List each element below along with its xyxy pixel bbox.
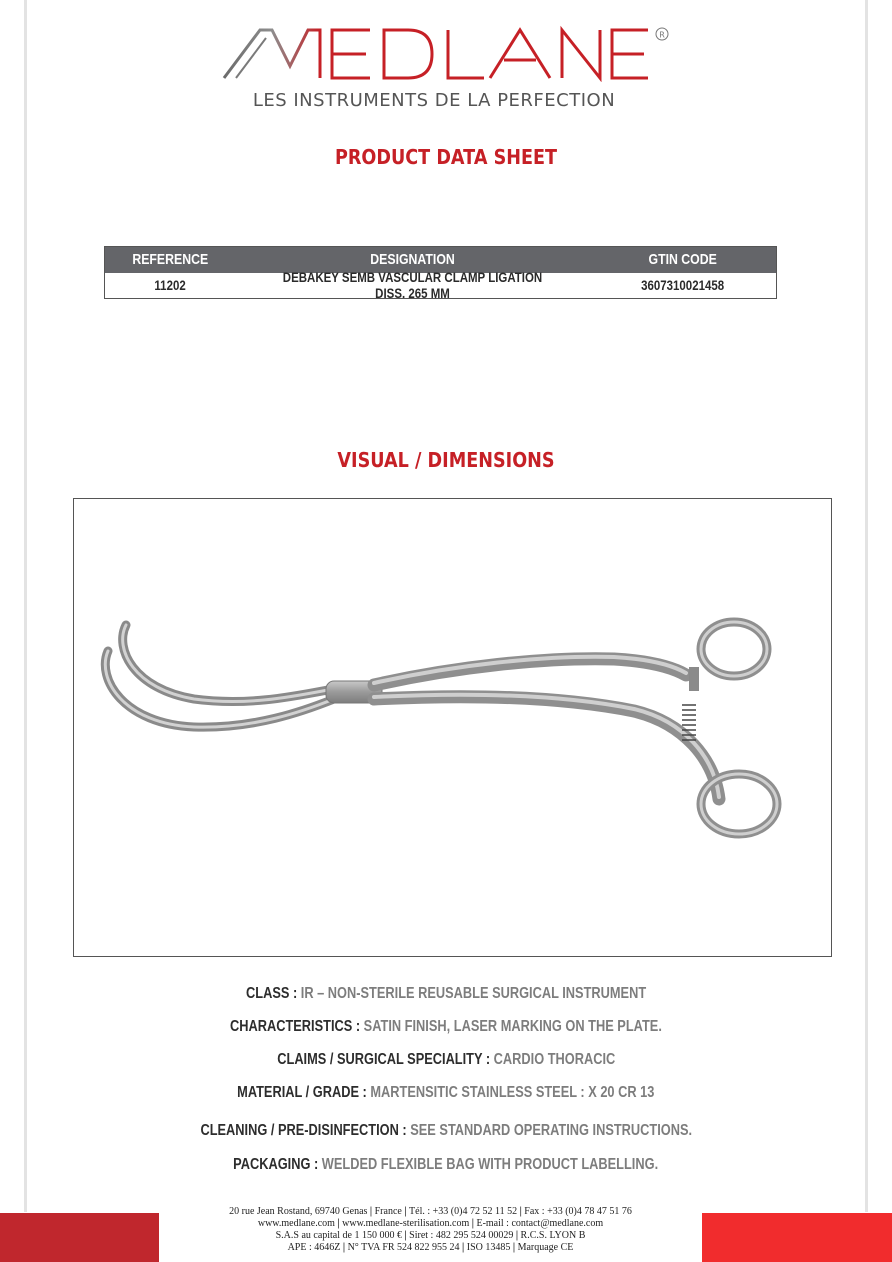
header-gtin: GTIN CODE bbox=[648, 251, 718, 268]
footer-iso: ISO 13485 bbox=[466, 1242, 511, 1253]
spec-value: IR – NON-STERILE REUSABLE SURGICAL INSTRUMENT bbox=[297, 985, 647, 1002]
spec-label: CLASS : bbox=[245, 985, 298, 1002]
footer-capital: S.A.S au capital de 1 150 000 € bbox=[275, 1230, 402, 1241]
spec-value: WELDED FLEXIBLE BAG WITH PRODUCT LABELLING. bbox=[318, 1156, 659, 1173]
footer-country: France bbox=[374, 1206, 402, 1217]
footer-tel: Tél. : +33 (0)4 72 52 11 52 bbox=[409, 1206, 518, 1217]
header-designation: DESIGNATION bbox=[370, 251, 455, 268]
footer-siret: Siret : 482 295 524 00029 bbox=[409, 1230, 514, 1241]
footer-ape: APE : 4646Z bbox=[287, 1242, 341, 1253]
footer-line-legal: S.A.S au capital de 1 150 000 € | Siret : 482 295 524 00029 | R.C.S. LYON B bbox=[275, 1230, 586, 1241]
reference-table bbox=[104, 246, 777, 299]
brand-tagline: LES INSTRUMENTS DE LA PERFECTION bbox=[252, 90, 616, 111]
footer-ce: Marquage CE bbox=[517, 1242, 574, 1253]
footer-rcs: R.C.S. LYON B bbox=[520, 1230, 586, 1241]
product-data-sheet-title: PRODUCT DATA SHEET bbox=[334, 145, 558, 169]
svg-text:R: R bbox=[659, 30, 665, 40]
footer-line-registration: APE : 4646Z | N° TVA FR 524 822 955 24 | ISO 13485 | Marquage CE bbox=[287, 1242, 574, 1253]
spec-label: CHARACTERISTICS : bbox=[230, 1018, 361, 1035]
footer-bar-right bbox=[702, 1213, 892, 1262]
spec-class bbox=[0, 985, 892, 1003]
spec-value: SEE STANDARD OPERATING INSTRUCTIONS. bbox=[406, 1122, 692, 1139]
spec-value: MARTENSITIC STAINLESS STEEL : X 20 CR 13 bbox=[367, 1084, 655, 1101]
footer-email-link[interactable]: E-mail : contact@medlane.com bbox=[476, 1218, 604, 1229]
vascular-clamp-image bbox=[74, 499, 831, 956]
spec-cleaning bbox=[0, 1122, 892, 1140]
footer-fax: Fax : +33 (0)4 78 47 51 76 bbox=[524, 1206, 632, 1217]
cell-designation: DEBAKEY SEMB VASCULAR CLAMP LIGATION DISS. 265 MM bbox=[282, 268, 543, 301]
medlane-logo bbox=[220, 22, 680, 82]
cell-gtin: 3607310021458 bbox=[641, 276, 725, 293]
footer-sterilisation-link[interactable]: www.medlane-sterilisation.com bbox=[342, 1218, 470, 1229]
footer-bar-left bbox=[0, 1213, 159, 1262]
spec-packaging bbox=[0, 1156, 892, 1174]
table-row bbox=[105, 268, 776, 301]
footer-line-web: www.medlane.com | www.medlane-sterilisation.com | E-mail : contact@medlane.com bbox=[257, 1218, 604, 1229]
visual-dimensions-title: VISUAL / DIMENSIONS bbox=[337, 448, 555, 472]
spec-label: PACKAGING : bbox=[233, 1156, 319, 1173]
spec-label: CLAIMS / SURGICAL SPECIALITY : bbox=[276, 1051, 490, 1068]
footer-tva: N° TVA FR 524 822 955 24 bbox=[347, 1242, 460, 1253]
spec-label: CLEANING / PRE-DISINFECTION : bbox=[200, 1122, 407, 1139]
header-reference: REFERENCE bbox=[132, 251, 208, 268]
spec-label: MATERIAL / GRADE : bbox=[237, 1084, 368, 1101]
spec-claims bbox=[0, 1051, 892, 1069]
spec-value: CARDIO THORACIC bbox=[489, 1051, 616, 1068]
footer-address: 20 rue Jean Rostand, 69740 Genas bbox=[229, 1206, 368, 1217]
footer-website-link[interactable]: www.medlane.com bbox=[257, 1218, 335, 1229]
footer-line-contact: 20 rue Jean Rostand, 69740 Genas | France | Tél. : +33 (0)4 72 52 11 52 | Fax : +33 (0)4 78 47 51 76 bbox=[229, 1206, 632, 1217]
spec-characteristics bbox=[0, 1018, 892, 1036]
cell-reference: 11202 bbox=[154, 276, 186, 293]
company-footer bbox=[159, 1206, 702, 1254]
spec-value: SATIN FINISH, LASER MARKING ON THE PLATE. bbox=[360, 1018, 662, 1035]
spec-material bbox=[0, 1084, 892, 1102]
product-visual-frame bbox=[73, 498, 832, 957]
